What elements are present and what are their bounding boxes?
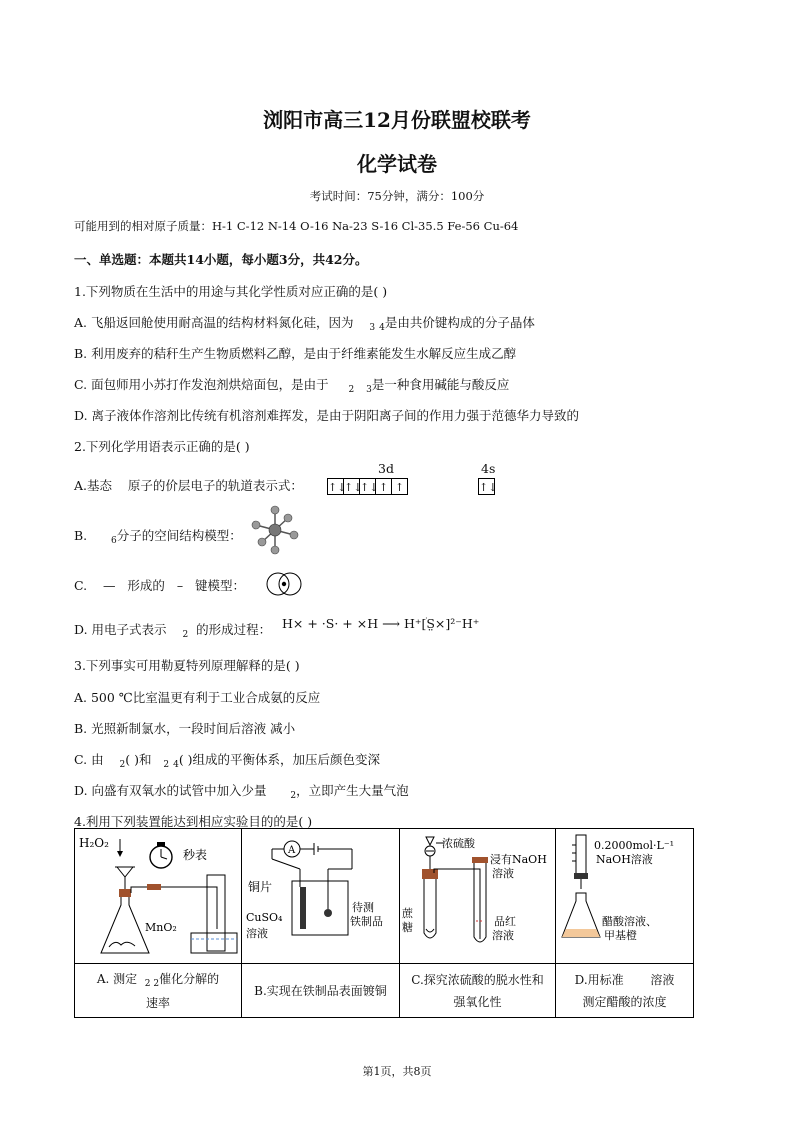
svg-text:CuSO₄: CuSO₄	[246, 911, 283, 924]
q1-stem: 1.下列物质在生活中的用途与其化学性质对应正确的是( )	[74, 284, 388, 299]
orbital-4s: ↑↓	[478, 476, 494, 495]
svg-text:A: A	[288, 845, 296, 856]
svg-text:醋酸溶液、: 醋酸溶液、	[602, 915, 657, 928]
q1-option-d: D. 离子液体作溶剂比传统有机溶剂难挥发，是由于阴阳离子间的作用力强于范德华力导致的	[74, 408, 580, 423]
caption-a: A. 测定 $_{2 2}$催化分解的 速率	[75, 964, 242, 1018]
apparatus-c-diagram	[400, 829, 555, 963]
q2-stem: 2.下列化学用语表示正确的是( )	[74, 439, 250, 454]
label-3d: 3d	[378, 461, 394, 476]
apparatus-table	[74, 828, 694, 1018]
label-4s: 4s	[481, 461, 496, 476]
apparatus-c-cell	[400, 829, 556, 964]
svg-text:糖: 糖	[402, 921, 413, 934]
octahedral-model	[250, 505, 300, 555]
svg-text:蔗: 蔗	[402, 907, 413, 920]
svg-text:甲基橙: 甲基橙	[604, 929, 637, 942]
svg-text:NaOH溶液: NaOH溶液	[596, 853, 653, 866]
section-heading: 一、单选题：本题共14小题，每小题3分，共42分。	[74, 252, 368, 267]
page-number: 第1页，共8页	[362, 1065, 432, 1078]
q2-option-b: B. $_6$分子的空间结构模型：	[74, 528, 242, 546]
q1-option-b: B. 利用废弃的秸秆生产生物质燃料乙醇，是由于纤维素能发生水解反应生成乙醇	[74, 346, 517, 361]
caption-b: B.实现在铁制品表面镀铜	[242, 964, 400, 1018]
apparatus-d-diagram	[556, 829, 693, 963]
q3-option-c: C. 由 $_2$( )和 $_2$ $_4$( )组成的平衡体系，加压后颜色变深	[74, 752, 381, 770]
q3-stem: 3.下列事实可用勒夏特列原理解释的是( )	[74, 658, 300, 673]
svg-text:溶液: 溶液	[492, 929, 514, 942]
exam-title: 浏阳市高三12月份联盟校联考	[263, 108, 531, 132]
q2-option-c: C. — 形成的 – 键模型：	[74, 578, 246, 593]
exam-info: 考试时间：75分钟，满分：100分	[309, 189, 485, 203]
q3-option-d: D. 向盛有双氧水的试管中加入少量 $_2$，立即产生大量气泡	[74, 783, 409, 801]
svg-text:H₂O₂: H₂O₂	[79, 836, 109, 850]
apparatus-b-diagram	[242, 829, 399, 963]
q1-option-c: C. 面包师用小苏打作发泡剂烘焙面包，是由于 $_2$ $_3$是一种食用碱能与酸反应	[74, 377, 510, 395]
q1-option-a: A. 飞船返回舱使用耐高温的结构材料氮化硅，因为 $_3$ $_4$是由共价键构成的分子晶体	[74, 315, 535, 333]
atomic-masses: 可能用到的相对原子质量：H-1 C-12 N-14 O-16 Na-23 S-16 Cl-35.5 Fe-56 Cu-64	[74, 219, 519, 233]
svg-text:铜片: 铜片	[248, 880, 273, 894]
apparatus-d-cell	[556, 829, 694, 964]
svg-text:浓硫酸: 浓硫酸	[442, 837, 475, 850]
svg-text:MnO₂: MnO₂	[145, 921, 177, 934]
svg-text:0.2000mol·L⁻¹: 0.2000mol·L⁻¹	[594, 839, 675, 852]
svg-text:溶液: 溶液	[246, 927, 268, 940]
svg-text:铁制品: 铁制品	[350, 915, 383, 928]
apparatus-a-diagram	[75, 829, 241, 963]
electron-formula: H× + ·S· + ×H ⟶ H⁺[ׄS̤×]²⁻H⁺	[282, 616, 480, 631]
q2-option-d: D. 用电子式表示 $_2$ 的形成过程：	[74, 622, 272, 640]
subject-title: 化学试卷	[357, 152, 437, 176]
svg-text:品红: 品红	[494, 915, 516, 928]
svg-text:溶液: 溶液	[492, 867, 514, 880]
orbital-3d: ↑↓↑↓↑↓↑ ↑	[327, 476, 407, 495]
q3-option-b: B. 光照新制氯水，一段时间后溶液 减小	[74, 721, 296, 736]
caption-c: C.探究浓硫酸的脱水性和 强氧化性	[400, 964, 556, 1018]
svg-text:待测: 待测	[352, 901, 374, 914]
svg-text:浸有NaOH: 浸有NaOH	[490, 853, 547, 866]
q2-option-a: A.基态 原子的价层电子的轨道表示式：	[74, 478, 303, 493]
apparatus-b-cell	[242, 829, 400, 964]
apparatus-a-cell	[75, 829, 242, 964]
caption-d: D.用标准 溶液 测定醋酸的浓度	[556, 964, 694, 1018]
q4-stem: 4.利用下列装置能达到相应实验目的的是( )	[74, 814, 313, 829]
s-s-sigma-bond-model	[266, 567, 302, 601]
svg-text:秒表: 秒表	[183, 848, 208, 862]
q3-option-a: A. 500 ℃比室温更有利于工业合成氨的反应	[74, 690, 321, 705]
